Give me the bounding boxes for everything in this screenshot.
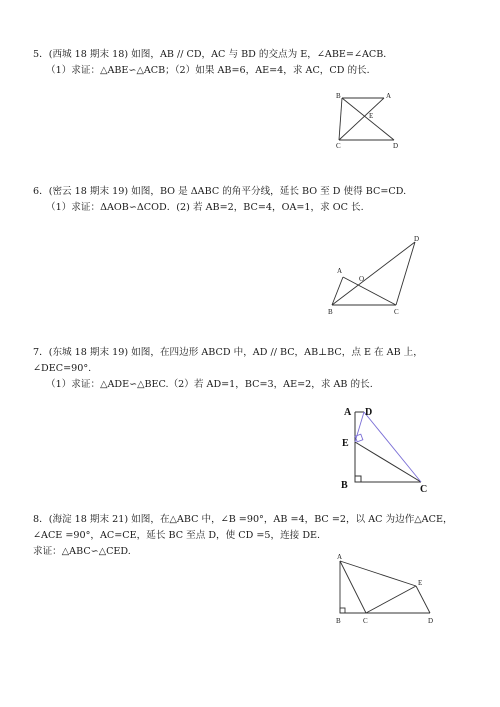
label-a: A [337,267,343,275]
figure-8 [333,553,443,631]
label-d: D [393,142,399,150]
problem-5-questions: （1）求证：△ABE∽△ACB；（2）如果 AB=6，AE=4，求 AC，CD 的长． [46,65,377,76]
figure-5 [333,90,413,152]
problem-7-questions: （1）求证：△ADE∽△BEC.（2）若 AD=1，BC=3，AE=2，求 AB 的长. [46,379,373,390]
problem-7-statement: 7．(东城 18 期末 19) 如图，在四边形 ABCD 中，AD // BC，AB⊥BC，点 E 在 AB 上， [33,347,423,358]
label-d: D [414,235,420,243]
problem-5-statement: 5．(西城 18 期末 18) 如图，AB // CD，AC 与 BD 的交点为 E，∠ABE=∠ACB． [33,49,393,60]
label-c: C [420,484,428,494]
label-d: D [428,617,434,625]
label-c: C [336,142,341,150]
label-a: A [344,407,352,418]
label-a: A [337,553,343,561]
label-o: O [359,275,365,283]
problem-7-condition: ∠DEC=90°. [33,363,92,374]
label-e: E [342,438,349,449]
problem-8-prove: 求证：△ABC∽△CED. [33,546,131,557]
label-e: E [369,112,374,120]
figure-6 [322,233,422,315]
label-e: E [418,579,423,587]
figure-7 [336,402,436,494]
problem-8-statement: 8．(海淀 18 期末 21) 如图，在△ABC 中，∠B =90°，AB =4，BC =2，以 AC 为边作△ACE， [33,514,453,525]
label-b: B [336,92,341,100]
problem-6-questions: （1）求证：ΔAOB∽ΔCOD．(2) 若 AB=2，BC=4，OA=1，求 OC 长. [46,202,364,213]
problem-8-condition: ∠ACE =90°，AC=CE，延长 BC 至点 D，使 CD =5，连接 DE. [33,530,321,541]
problem-6-statement: 6．(密云 18 期末 19) 如图，BO 是 ΔABC 的角平分线，延长 BO 至 D 使得 BC=CD. [33,186,407,197]
label-b: B [336,617,341,625]
label-a: A [386,92,392,100]
label-b: B [341,480,348,491]
label-c: C [394,308,399,315]
label-b: B [328,308,333,315]
label-d: D [365,407,373,418]
label-c: C [363,617,368,625]
